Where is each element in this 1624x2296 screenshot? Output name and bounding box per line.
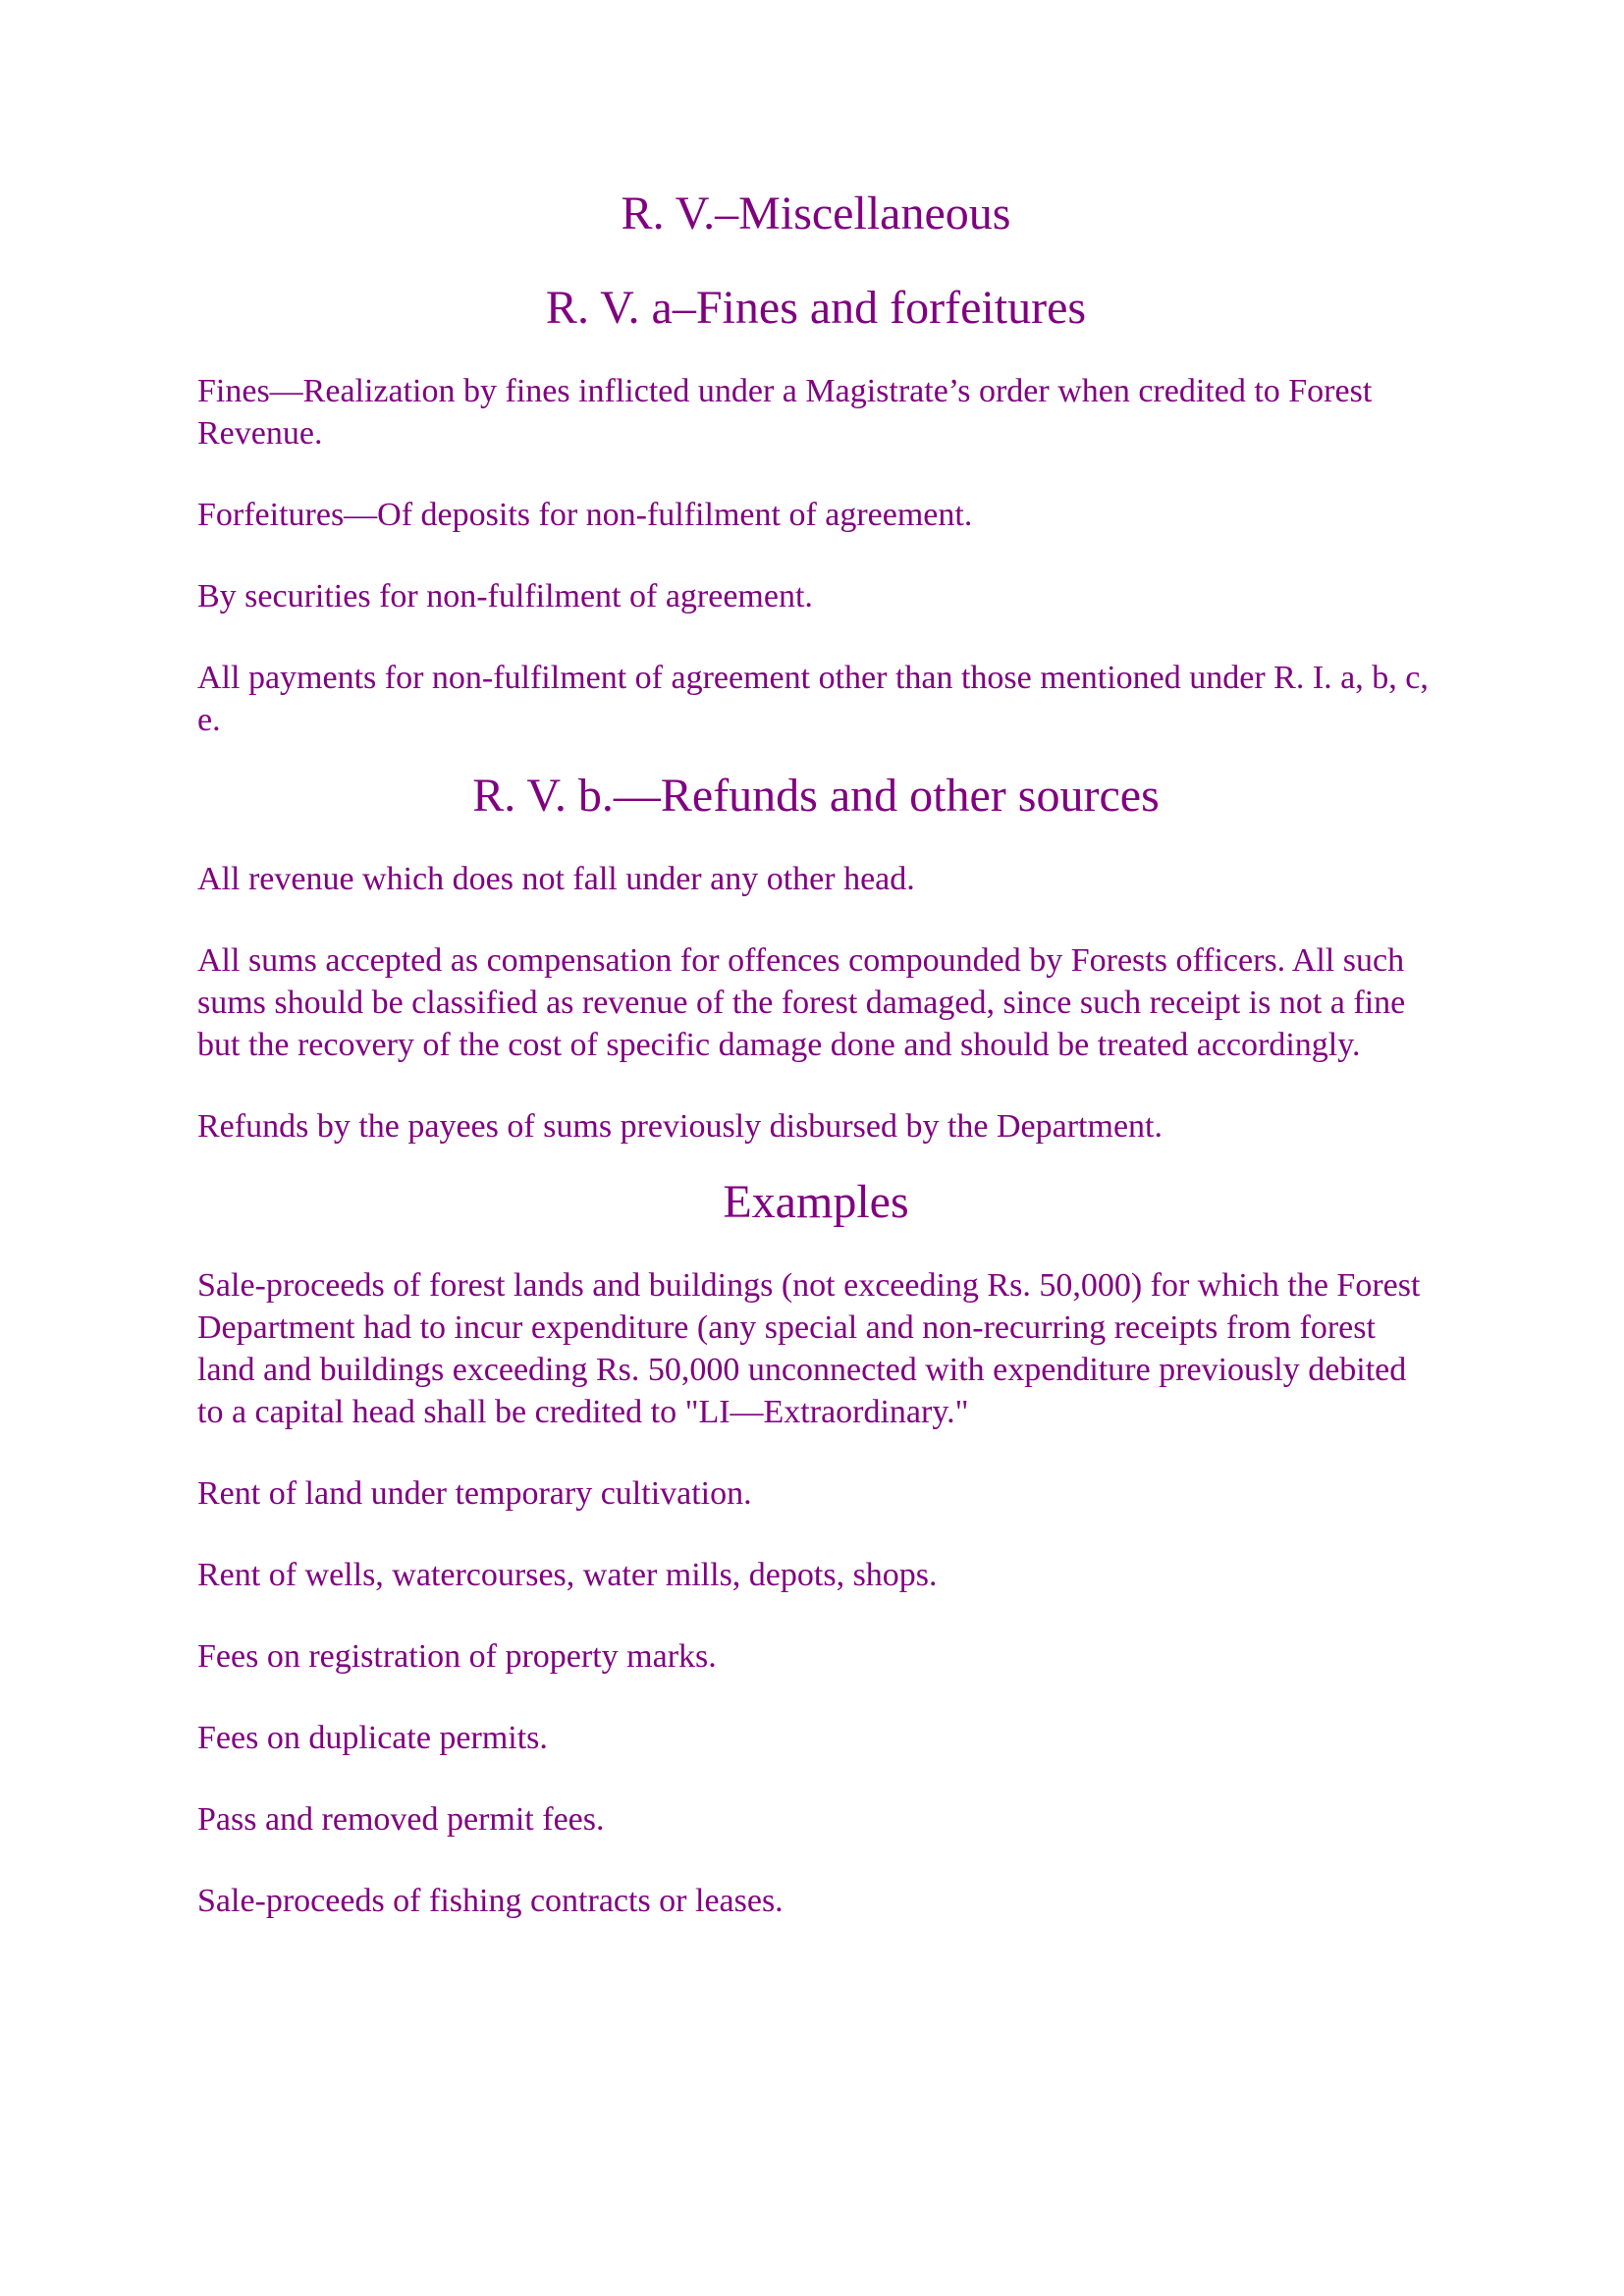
example-item: Sale-proceeds of fishing contracts or leases. [197,1883,784,1919]
example-item: Rent of wells, watercourses, water mills, depots, shops. [197,1557,938,1593]
section-heading-refunds: R. V. b.—Refunds and other sources [472,770,1160,822]
paragraph-all-revenue: All revenue which does not fall under any other head. [197,861,915,897]
example-item: Fees on registration of property marks. [197,1638,717,1675]
document-page [197,187,1435,1922]
paragraph-compensation: All sums accepted as compensation for offences compounded by Forests officers. All such sums should be classified as revenue of the forest damaged, since such receipt is not a fine but the recovery of the cost of specific damage done and should be treated accordingly. [197,942,1406,1063]
section-heading-examples: Examples [723,1176,909,1228]
paragraph-refunds-payees: Refunds by the payees of sums previously disbursed by the Department. [197,1108,1163,1145]
example-item: Fees on duplicate permits. [197,1720,548,1756]
example-item: Sale-proceeds of forest lands and buildings (not exceeding Rs. 50,000) for which the Forest Department had to incur expenditure (any special and non-recurring receipts from forest land and buildings exceeding Rs. 50,000 unconnected with expenditure previously debited to a capital head shall be credited to "LI—Extraordinary." [197,1267,1421,1430]
example-item: Rent of land under temporary cultivation. [197,1475,752,1512]
paragraph-forfeitures-deposits: Forfeitures—Of deposits for non-fulfilment of agreement. [197,497,973,533]
paragraph-all-payments: All payments for non-fulfilment of agreement other than those mentioned under R. I. a, b, c, e. [197,660,1429,738]
page-title: R. V.–Miscellaneous [621,187,1011,240]
section-heading-fines: R. V. a–Fines and forfeitures [545,282,1087,334]
example-item: Pass and removed permit fees. [197,1801,605,1838]
paragraph-securities: By securities for non-fulfilment of agreement. [197,578,813,614]
paragraph-fines: Fines—Realization by fines inflicted under a Magistrate’s order when credited to Forest Revenue. [197,373,1373,452]
